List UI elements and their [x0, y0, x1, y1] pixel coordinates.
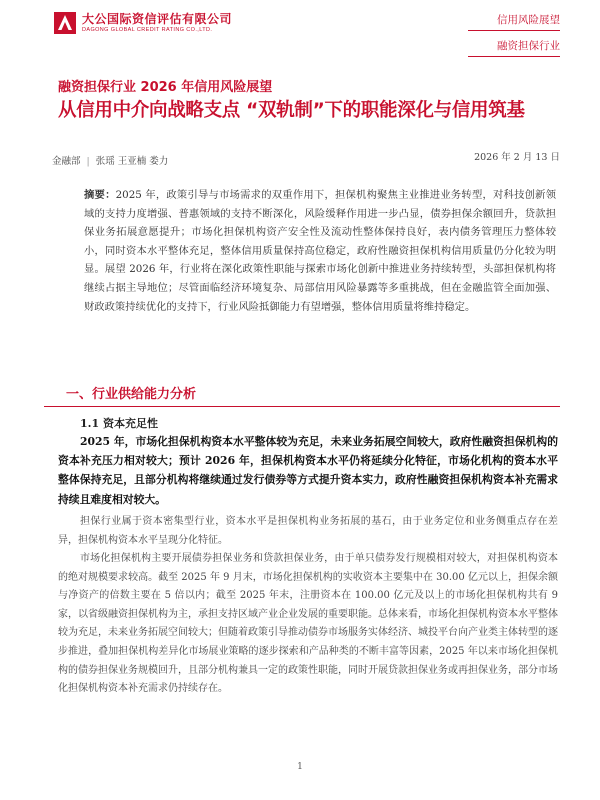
lead-paragraph: 2025 年，市场化担保机构资本水平整体较为充足，未来业务拓展空间较大，政府性融资担保机构的资本补充压力相对较大；预计 2026 年，担保机构资本水平仍将延续分化特征，市场化机构的资本水平整体保持充足，且部分机构将继续通过发行债券等方式提升资本实力，政府性融资担保机构资本补充需求持续且难度相对较大。: [58, 435, 558, 506]
company-name-en: DAGONG GLOBAL CREDIT RATING CO.,LTD.: [82, 26, 213, 33]
abstract-label: 摘要：: [84, 189, 116, 201]
header-divider: [468, 30, 560, 31]
abstract: [84, 186, 556, 316]
company-logo: [54, 12, 232, 34]
report-type-tag: 信用风险展望: [497, 14, 560, 26]
report-date: 2026 年 2 月 13 日: [474, 152, 560, 163]
body-paragraph-2: 市场化担保机构主要开展债券担保业务和贷款担保业务，由于单只债券发行规模相对较大，对担保机构资本的绝对规模要求较高。截至 2025 年 9 月末，市场化担保机构的实收资本主要集中在 30.00 亿元以上，担保余额与净资产的倍数主要在 5 倍以内；截至 2025 年末，注册资本在 100.00 亿元及以上的市场化担保机构共有 9 家，以省级融资担保机构为主，承担支持区域产业企业发展的重要职能。总体来看，市场化担保机构资本水平整体较为充足，未来业务拓展空间较大；但随着政策引导推动债券市场服务实体经济、城投平台向产业类主体转型的逐步推进，叠加担保机构差异化市场展业策略的逐步探索和产品种类的不断丰富等因素，2025 年以来市场化担保机构的债券担保业务规模回升，且部分机构兼具一定的政策性职能，同时开展贷款担保业务或再担保业务，部分市场化担保机构资本补充需求仍持续存在。: [58, 553, 558, 695]
subsection-heading: 1.1 资本充足性: [80, 417, 158, 430]
section-rule: [44, 406, 560, 407]
separator: |: [86, 156, 90, 167]
section-heading-text: 一、行业供给能力分析: [66, 387, 197, 402]
industry-tag: 融资担保行业: [497, 40, 560, 52]
report-title: 从信用中介向战略支点 “双轨制”下的职能深化与信用筑基: [58, 100, 525, 121]
page-header: [0, 0, 600, 60]
company-name-cn: 大公国际资信评估有限公司: [82, 11, 233, 26]
page-number: 1: [297, 762, 303, 772]
body-paragraph-1: 担保行业属于资本密集型行业，资本水平是担保机构业务拓展的基石，由于业务定位和业务侧重点存在差异，担保机构资本水平呈现分化特征。: [58, 516, 558, 546]
section-heading: [44, 381, 560, 403]
authors-line: [52, 153, 168, 167]
abstract-text: 2025 年，政策引导与市场需求的双重作用下，担保机构聚焦主业推进业务转型，对科技创新领域的支持力度增强、普惠领域的支持不断深化，风险缓释作用进一步凸显，债券担保余额回升，贷款担保业务拓展意愿提升；市场化担保机构资产安全性及流动性整体保持良好，表内债务管理压力整体较小，同时资本水平整体充足，整体信用质量保持高位稳定，政府性融资担保机构信用质量仍分化较为明显。展望 2026 年，行业将在深化政策性职能与探索市场化创新中推进业务持续转型，头部担保机构将继续占据主导地位；尽管面临经济环境复杂、局部信用风险暴露等多重挑战，但在金融监管全面加强、财政政策持续优化的支持下，行业风险抵御能力有望增强，整体信用质量将维持稳定。: [84, 189, 556, 313]
company-logo-icon: [54, 12, 76, 34]
report-subtitle: 融资担保行业 2026 年信用风险展望: [58, 80, 273, 95]
department: 金融部: [52, 156, 81, 167]
author-names: 张瑶 王亚楠 娄力: [95, 156, 169, 167]
header-divider-2: [468, 56, 560, 57]
